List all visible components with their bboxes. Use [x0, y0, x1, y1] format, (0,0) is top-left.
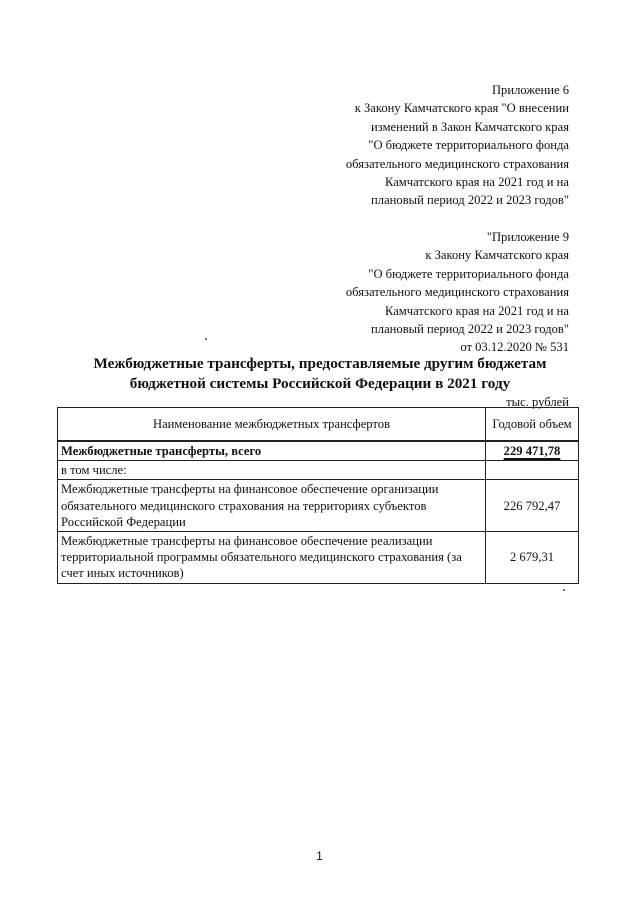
appendix-6-line: Камчатского края на 2021 год и на [384, 175, 569, 190]
scan-speck [205, 338, 207, 340]
header-name-cell: Наименование межбюджетных трансфертов [58, 408, 486, 442]
appendix-9-line: "Приложение 9 [486, 230, 569, 244]
scan-speck [563, 589, 565, 591]
transfers-table [57, 407, 579, 584]
appendix-9-line: обязательного медицинского страхования [345, 285, 569, 300]
appendix-9-line: Камчатского края на 2021 год и на [384, 303, 569, 318]
row-name-cell: Межбюджетные трансферты на финансовое обеспечение реализации территориальной программы обязательного медицинского страхования (за счет иных источников) [58, 532, 486, 584]
appendix-9-line: от 03.12.2020 № 531 [460, 340, 569, 355]
table-row-including [58, 461, 579, 480]
row-name-cell: в том числе: [58, 461, 486, 480]
document-title [60, 354, 580, 394]
appendix-9-header [249, 228, 569, 357]
appendix-6-line: Приложение 6 [491, 83, 569, 97]
row-value-cell: 229 471,78 [486, 441, 579, 461]
row-name-cell: Межбюджетные трансферты, всего [58, 441, 486, 461]
appendix-6-line: "О бюджете территориального фонда [368, 138, 569, 153]
table-row-total [58, 441, 579, 461]
appendix-9-line: к Закону Камчатского края [425, 248, 569, 263]
appendix-9-line: "О бюджете территориального фонда [368, 266, 569, 281]
header-volume-cell: Годовой объем [486, 408, 579, 442]
appendix-6-line: плановый период 2022 и 2023 годов" [371, 193, 569, 208]
title-line-2: бюджетной системы Российской Федерации в 2021 году [129, 375, 511, 392]
appendix-9-line: плановый период 2022 и 2023 годов" [371, 322, 569, 337]
row-value-cell [486, 461, 579, 480]
page-number: 1 [316, 849, 323, 863]
appendix-6-line: к Закону Камчатского края "О внесении [354, 101, 569, 116]
row-name-cell: Межбюджетные трансферты на финансовое обеспечение организации обязательного медицинского страхования на территориях субъектов Российской Федерации [58, 480, 486, 532]
title-line-1: Межбюджетные трансферты, предоставляемые другим бюджетам [93, 355, 547, 372]
table-row [58, 532, 579, 584]
appendix-6-line: обязательного медицинского страхования [345, 156, 569, 171]
row-value-cell: 2 679,31 [486, 532, 579, 584]
units-label: тыс. рублей [506, 395, 569, 409]
appendix-6-line: изменений в Закон Камчатского края [371, 119, 569, 134]
table-row [58, 480, 579, 532]
appendix-6-header [249, 81, 569, 210]
table-header-row [58, 408, 579, 442]
row-value-cell: 226 792,47 [486, 480, 579, 532]
